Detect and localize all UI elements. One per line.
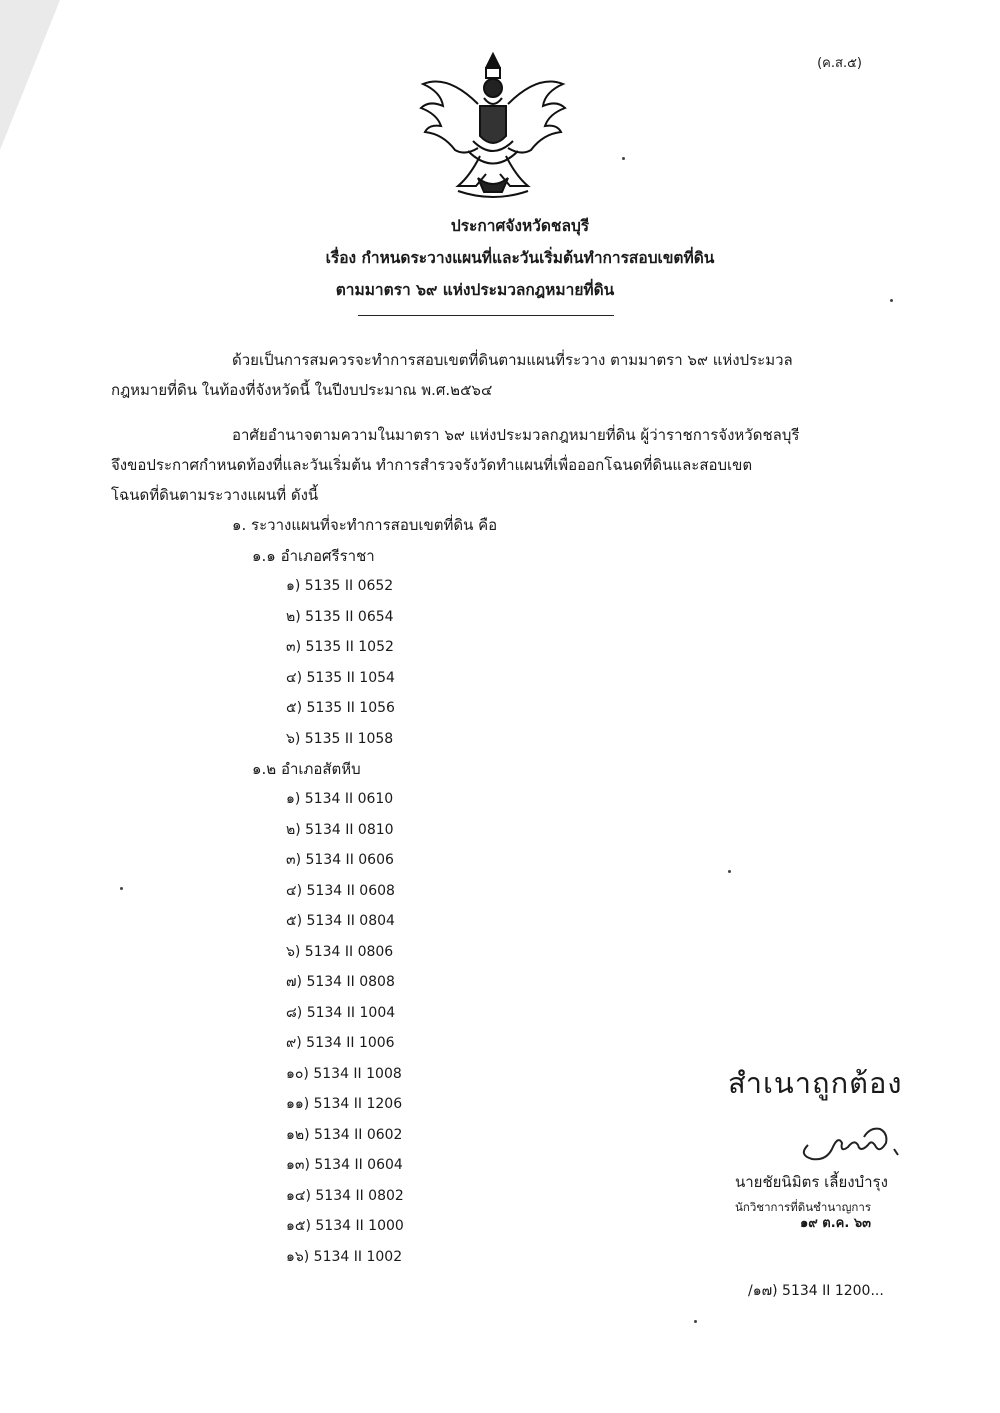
district-heading-sattahip: ๑.๒ อำเภอสัตหีบ	[252, 760, 361, 778]
scan-speck	[120, 887, 123, 890]
continuation-marker: /๑๗) 5134 II 1200...	[748, 1283, 884, 1299]
list-item: ๑๔) 5134 II 0802	[286, 1187, 404, 1204]
garuda-emblem-icon	[418, 46, 568, 206]
list-item: ๑๒) 5134 II 0602	[286, 1126, 403, 1143]
list-item: ๑๕) 5134 II 1000	[286, 1218, 404, 1234]
list-item: ๗) 5134 II 0808	[286, 974, 395, 990]
paragraph-2-line-1: อาศัยอำนาจตามความในมาตรา ๖๙ แห่งประมวลกฎหมายที่ดิน ผู้ว่าราชการจังหวัดชลบุรี	[232, 426, 800, 444]
certifying-officer-name: นายชัยนิมิตร เลี้ยงบำรุง	[735, 1173, 888, 1191]
certifying-officer-position: นักวิชาการที่ดินชำนาญการ	[735, 1200, 872, 1214]
certification-date: ๑๙ ต.ค. ๖๓	[800, 1216, 871, 1231]
list-item: ๕) 5135 II 1056	[286, 700, 395, 716]
list-item: ๔) 5134 II 0608	[286, 882, 395, 899]
scan-speck	[728, 870, 731, 873]
list-item: ๔) 5135 II 1054	[286, 669, 395, 686]
sheet-list-sriracha	[286, 571, 395, 754]
scan-speck	[694, 1320, 697, 1323]
list-item: ๑๐) 5134 II 1008	[286, 1065, 402, 1082]
handwritten-signature	[790, 1115, 910, 1165]
item-1-heading: ๑. ระวางแผนที่จะทำการสอบเขตที่ดิน คือ	[232, 516, 498, 534]
list-item: ๕) 5134 II 0804	[286, 913, 395, 929]
sheet-list-sattahip	[286, 784, 404, 1272]
list-item: ๖) 5135 II 1058	[286, 730, 394, 747]
scan-speck	[622, 157, 625, 160]
announcement-title: ประกาศจังหวัดชลบุรี	[450, 217, 590, 235]
list-item: ๘) 5134 II 1004	[286, 1004, 396, 1021]
list-item: ๒) 5134 II 0810	[286, 821, 394, 838]
list-item: ๑๖) 5134 II 1002	[286, 1248, 403, 1265]
paragraph-2-line-2: จึงขอประกาศกำหนดท้องที่และวันเริ่มต้น ทำการสำรวจรังวัดทำแผนที่เพื่อออกโฉนดที่ดินและสอบเขต	[111, 456, 753, 474]
list-item: ๑) 5134 II 0610	[286, 791, 394, 807]
list-item: ๓) 5134 II 0606	[286, 852, 394, 868]
paragraph-2-line-3: โฉนดที่ดินตามระวางแผนที่ ดังนี้	[111, 486, 319, 504]
list-item: ๒) 5135 II 0654	[286, 608, 394, 625]
list-item: ๑๓) 5134 II 0604	[286, 1157, 403, 1173]
form-code: (ค.ส.๕)	[817, 56, 862, 71]
paragraph-1-line-1: ด้วยเป็นการสมควรจะทำการสอบเขตที่ดินตามแผนที่ระวาง ตามมาตรา ๖๙ แห่งประมวล	[232, 351, 793, 369]
page-fold-shadow	[0, 0, 60, 150]
list-item: ๙) 5134 II 1006	[286, 1035, 395, 1051]
announcement-subject: เรื่อง กำหนดระวางแผนที่และวันเริ่มต้นทำการสอบเขตที่ดิน	[325, 249, 715, 267]
certified-copy-stamp: สำเนาถูกต้อง	[728, 1066, 903, 1100]
list-item: ๑๑) 5134 II 1206	[286, 1096, 403, 1112]
title-underline	[358, 315, 614, 316]
paragraph-1-line-2: กฎหมายที่ดิน ในท้องที่จังหวัดนี้ ในปีงบประมาณ พ.ศ.๒๕๖๔	[111, 381, 493, 399]
list-item: ๓) 5135 II 1052	[286, 639, 394, 655]
scan-speck	[890, 299, 893, 302]
district-heading-sriracha: ๑.๑ อำเภอศรีราชา	[252, 547, 375, 565]
list-item: ๖) 5134 II 0806	[286, 943, 394, 960]
announcement-legal-basis: ตามมาตรา ๖๙ แห่งประมวลกฎหมายที่ดิน	[335, 281, 615, 299]
list-item: ๑) 5135 II 0652	[286, 578, 394, 594]
